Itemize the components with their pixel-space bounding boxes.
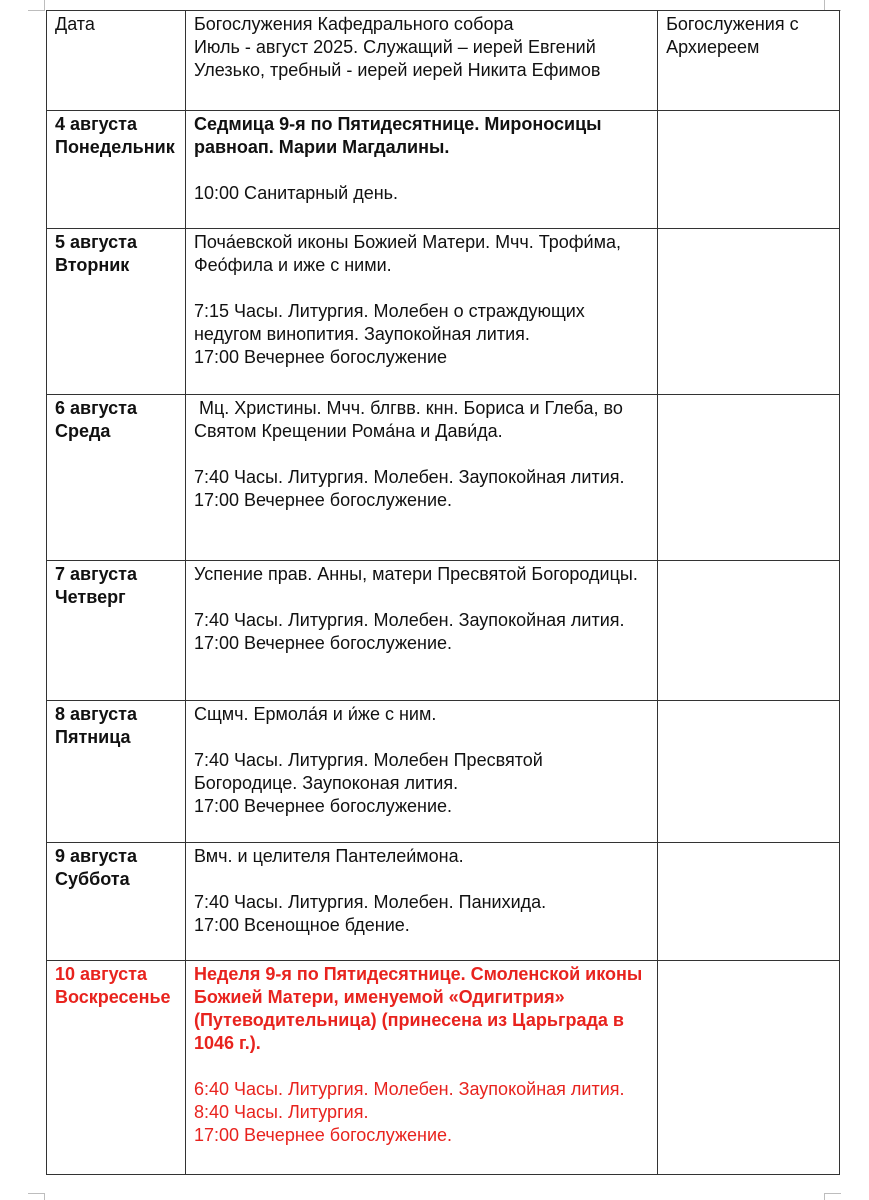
date-cell bbox=[47, 561, 186, 701]
feast-title: Успение прав. Анны, матери Пресвятой Богородицы. bbox=[193, 564, 638, 584]
day-date: 5 августа bbox=[55, 232, 137, 252]
service-line: 17:00 Вечернее богослужение. bbox=[193, 796, 453, 816]
page-corner-mark bbox=[28, 1193, 45, 1200]
date-column-header: Дата bbox=[47, 11, 186, 111]
bishop-cell bbox=[658, 561, 840, 701]
spacer bbox=[194, 868, 649, 891]
feast-title: Мц. Христины. Мчч. блгвв. кнн. Бориса и Глеба, во Святом Крещении Рома́на и Дави́да. bbox=[193, 398, 628, 441]
bishop-cell bbox=[658, 843, 840, 961]
day-weekday: Пятница bbox=[55, 727, 131, 747]
day-weekday: Понедельник bbox=[55, 137, 175, 157]
date-cell bbox=[47, 395, 186, 561]
day-weekday: Среда bbox=[55, 421, 111, 441]
service-line: 7:40 Часы. Литургия. Молебен. Заупокойная лития. bbox=[193, 610, 625, 630]
service-line: 10:00 Санитарный день. bbox=[193, 183, 399, 203]
bishop-cell bbox=[658, 701, 840, 843]
service-line: 7:40 Часы. Литургия. Молебен. Панихида. bbox=[193, 892, 547, 912]
day-date: 4 августа bbox=[55, 114, 137, 134]
services-cell bbox=[185, 395, 657, 561]
day-row bbox=[47, 229, 840, 395]
date-cell bbox=[47, 111, 186, 229]
day-date: 6 августа bbox=[55, 398, 137, 418]
day-weekday: Четверг bbox=[55, 587, 126, 607]
spacer bbox=[194, 586, 649, 609]
service-line: 7:40 Часы. Литургия. Молебен. Заупокойная лития. bbox=[193, 467, 625, 487]
date-cell bbox=[47, 961, 186, 1175]
day-row bbox=[47, 111, 840, 229]
day-date: 8 августа bbox=[55, 704, 137, 724]
day-date: 10 августа bbox=[55, 964, 147, 984]
day-row bbox=[47, 701, 840, 843]
day-weekday: Воскресенье bbox=[55, 987, 171, 1007]
day-row bbox=[47, 395, 840, 561]
bishop-cell bbox=[658, 395, 840, 561]
feast-title: Сщмч. Ермола́я и и́же с ним. bbox=[193, 704, 437, 724]
day-date: 9 августа bbox=[55, 846, 137, 866]
service-line: 17:00 Вечернее богослужение. bbox=[193, 633, 453, 653]
services-column-header bbox=[185, 11, 657, 111]
day-row bbox=[47, 843, 840, 961]
day-row bbox=[47, 561, 840, 701]
feast-title: Неделя 9-я по Пятидесятнице. Смоленской иконы Божией Матери, именуемой «Одигитрия» (Путеводительница) (принесена из Царьграда в 1046 г.). bbox=[193, 964, 648, 1053]
services-title: Богослужения Кафедрального собора bbox=[193, 14, 514, 34]
service-line: 8:40 Часы. Литургия. bbox=[193, 1102, 369, 1122]
date-cell bbox=[47, 701, 186, 843]
bishop-cell bbox=[658, 961, 840, 1175]
bishop-cell bbox=[658, 229, 840, 395]
services-cell bbox=[185, 229, 657, 395]
header-row bbox=[47, 11, 840, 111]
service-line: 17:00 Вечернее богослужение. bbox=[193, 1125, 453, 1145]
bishop-cell bbox=[658, 111, 840, 229]
schedule-body bbox=[47, 111, 840, 1175]
schedule-table bbox=[46, 10, 840, 1175]
page-corner-mark bbox=[824, 1193, 841, 1200]
service-line: 6:40 Часы. Литургия. Молебен. Заупокойная лития. bbox=[193, 1079, 625, 1099]
service-line: 17:00 Вечернее богослужение. bbox=[193, 490, 453, 510]
spacer bbox=[194, 277, 649, 300]
date-cell bbox=[47, 843, 186, 961]
feast-title: Седмица 9-я по Пятидесятнице. Мироносицы равноап. Марии Магдалины. bbox=[193, 114, 607, 157]
services-cell bbox=[185, 961, 657, 1175]
bishop-column-header: Богослужения с Архиереем bbox=[658, 11, 840, 111]
service-line: 7:15 Часы. Литургия. Молебен о страждующих недугом винопития. Заупокойная лития. bbox=[193, 301, 585, 344]
service-line: 17:00 Всенощное бдение. bbox=[193, 915, 410, 935]
day-weekday: Вторник bbox=[55, 255, 130, 275]
feast-title: Поча́евской иконы Божией Матери. Мчч. Трофи́ма, Фео́фила и иже с ними. bbox=[193, 232, 626, 275]
services-cell bbox=[185, 561, 657, 701]
page-corner-mark bbox=[28, 0, 45, 11]
spacer bbox=[194, 443, 649, 466]
spacer bbox=[194, 1055, 649, 1078]
services-subtitle: Июль - август 2025. Служащий – иерей Евгений Улезько, требный - иерей иерей Никита Ефимов bbox=[193, 37, 601, 80]
service-line: 7:40 Часы. Литургия. Молебен Пресвятой Богородице. Заупоконая лития. bbox=[193, 750, 543, 793]
day-date: 7 августа bbox=[55, 564, 137, 584]
date-cell bbox=[47, 229, 186, 395]
spacer bbox=[194, 159, 649, 182]
day-weekday: Суббота bbox=[55, 869, 130, 889]
spacer bbox=[194, 726, 649, 749]
services-cell bbox=[185, 111, 657, 229]
services-cell bbox=[185, 701, 657, 843]
day-row bbox=[47, 961, 840, 1175]
service-line: 17:00 Вечернее богослужение bbox=[193, 347, 448, 367]
services-cell bbox=[185, 843, 657, 961]
feast-title: Вмч. и целителя Пантелеи́мона. bbox=[193, 846, 464, 866]
